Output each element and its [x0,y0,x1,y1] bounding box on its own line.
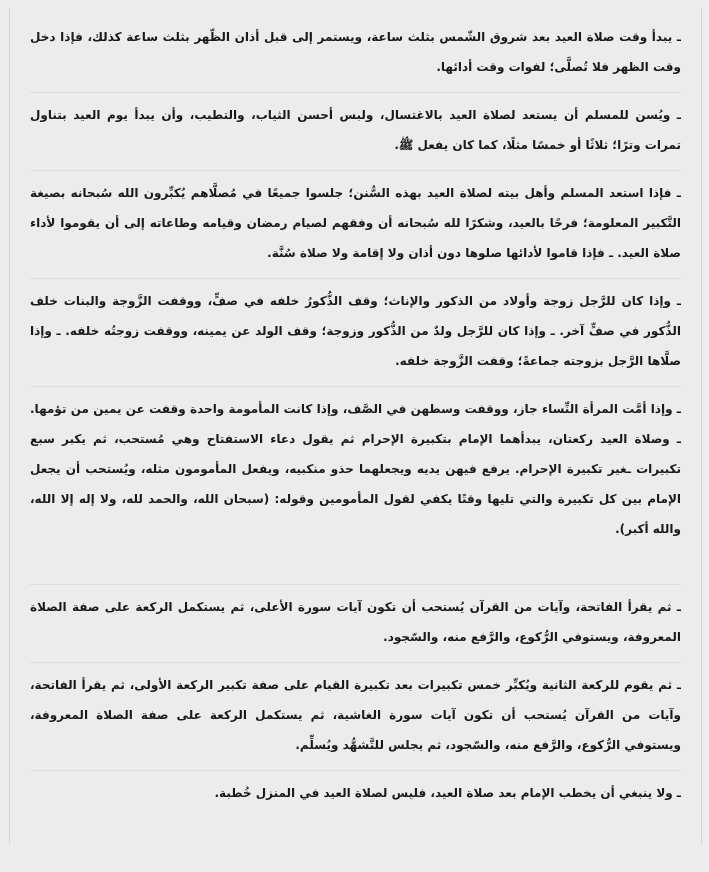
paragraph-women-and-takbirat: ـ وإذا أمَّت المرأة النِّساء جاز، ووقفت وسطهن في الصَّف، وإذا كانت المأمومة واحدة وقفت عن يمين من تؤمها. ـ وصلاة العيد ركعتان، يبدأهما الإمام بتكبيرة الإحرام ثم يقول دعاء الاستفتاح وهي مُستحب، ثم يكبر سبع تكبيرات ـغير تكبيرة الإحرام. يرفع فيهن يديه ويجعلهما حذو منكبيه، ويفعل المأمومون مثله، ويُستحب أن يجعل الإمام بين كل تكبيرة والتي تليها وقتًا يكفي لقول المأمومين وقوله: (سبحان الله، والحمد لله، ولا إله إلا الله، والله أكبر). [30,402,681,536]
divider [30,662,681,663]
divider [30,278,681,279]
divider [30,170,681,171]
paragraph-prayer-time: ـ يبدأ وقت صلاة العيد بعد شروق الشّمس بثلث ساعة، ويستمر إلى قبل أذان الظّهر بثلث ساعة كذلك، فإذا دخل وقت الظهر فلا تُصلَّى؛ لفوات وقت أدائها. [30,30,681,74]
document-page [9,8,702,844]
paragraph-family-rows: ـ وإذا كان للرَّجل زوجة وأولاد من الذكور والإناث؛ وقف الذُّكورُ خلفه في صفٍّ، ووقفت الزَّوجة والبنات خلف الذُّكور في صفٍّ آخر. ـ وإذا كان للرَّجل ولدٌ من الذُّكور وزوجة؛ وقف الولد عن يمينه، ووقفت زوجتُه خلفه. ـ وإذا صلَّاها الرَّجل بزوجته جماعةً؛ وقفت الزَّوجة خلفه. [30,294,681,368]
paragraph-second-rakah: ـ ثم يقوم للركعة الثانية ويُكبِّر خمس تكبيرات بعد تكبيرة القيام على صفة تكبير الركعة الأولى، ثم يقرأ الفاتحة، وآيات من القرآن يُستحب أن تكون آيات سورة الغاشية، ثم يستكمل الركعة على صفة الصلاة المعروفة، ويستوفي الرُّكوع، والرَّفع منه، والسّجود، ثم يجلس للتَّشهُّد ويُسلِّم. [30,678,681,752]
divider [30,92,681,93]
divider [30,770,681,771]
paragraph-no-sermon: ـ ولا ينبغي أن يخطب الإمام بعد صلاة العيد، فليس لصلاة العيد في المنزل خُطبة. [214,786,681,800]
paragraph-takbir-gathering: ـ فإذا استعد المسلم وأهل بيته لصلاة العيد بهذه السُّنن؛ جلسوا جميعًا في مُصلَّاهم يُكبِّرون الله سُبحانه بصيغة التَّكبير المعلومة؛ فرحًا بالعيد، وشكرًا لله سُبحانه أن وفقهم لصيام رمضان وقيامه وطاعاته إلى أن يقوموا لأداء صلاة العيد. ـ فإذا قاموا لأدائها صلوها دون أذان ولا إقامة ولا صلاة سُنَّة. [30,186,681,260]
divider [30,386,681,387]
paragraph-first-rakah: ـ ثم يقرأ الفاتحة، وآيات من القرآن يُستحب أن تكون آيات سورة الأعلى، ثم يستكمل الركعة على صفة الصلاة المعروفة، ويستوفي الرُّكوع، والرَّفع منه، والسّجود. [30,600,681,644]
divider [30,584,681,585]
paragraph-preparation-sunnah: ـ ويُسن للمسلم أن يستعد لصلاة العيد بالاغتسال، ولبس أحسن الثياب، والتطيب، وأن يبدأ يوم العيد بتناول تمرات وترًا؛ ثلاثًا أو خمسًا مثلًا، كما كان يفعل ﷺ. [30,108,681,152]
